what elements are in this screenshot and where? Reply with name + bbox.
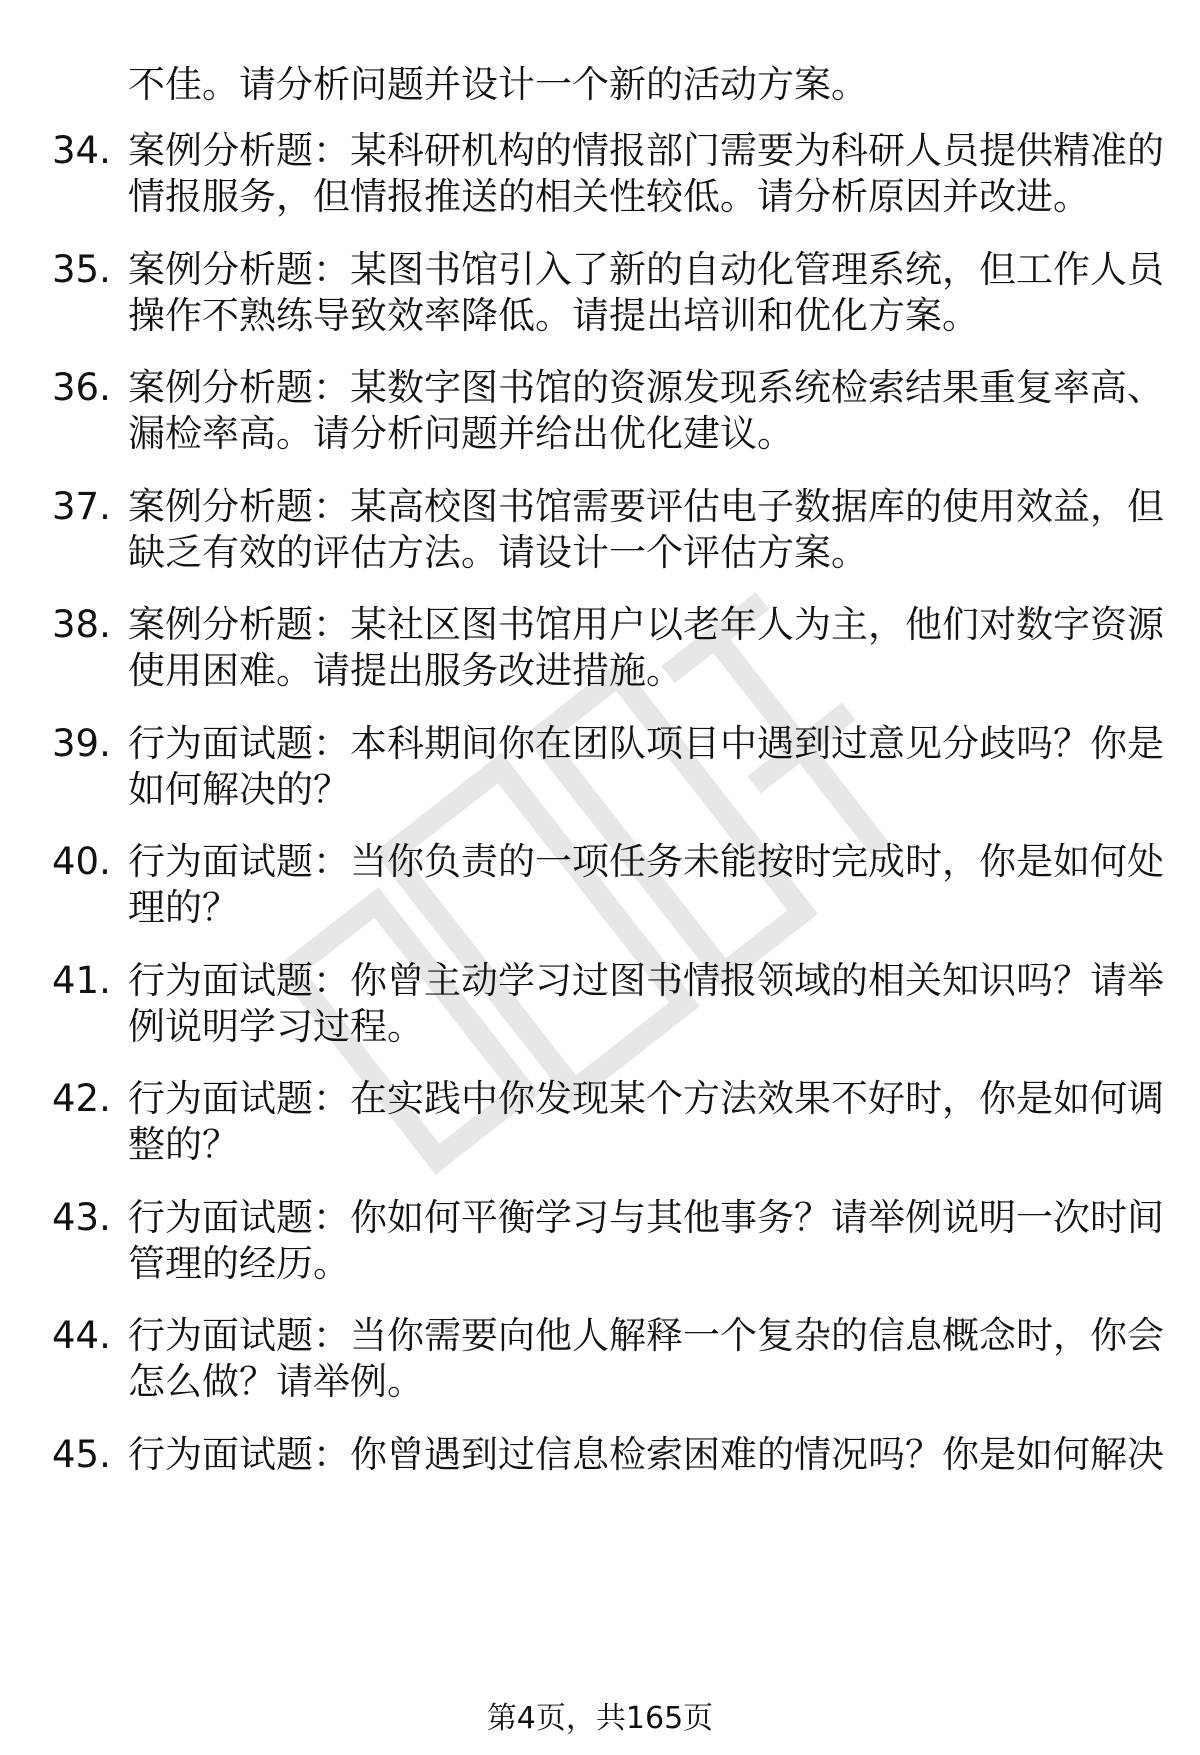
continuation-text: 不佳。请分析问题并设计一个新的活动方案。 [128,63,868,106]
question-text-line2: 整的？ [128,1123,239,1166]
question-number: 40. [52,840,111,883]
question-text-line1: 行为面试题：你曾主动学习过图书情报领域的相关知识吗？请举 [128,959,1164,1002]
question-text-line2: 操作不熟练导致效率降低。请提出培训和优化方案。 [128,294,979,337]
question-text-line1: 行为面试题：在实践中你发现某个方法效果不好时，你是如何调 [128,1077,1164,1120]
question-number: 44. [52,1314,111,1357]
question-text-line1: 行为面试题：你如何平衡学习与其他事务？请举例说明一次时间 [128,1196,1164,1239]
question-text-line1: 案例分析题：某图书馆引入了新的自动化管理系统，但工作人员 [128,248,1164,291]
page-footer: 第4页，共165页 [486,1701,714,1736]
question-text-line1: 案例分析题：某数字图书馆的资源发现系统检索结果重复率高、 [128,366,1164,409]
question-text-line2: 怎么做？请举例。 [128,1360,424,1403]
question-text-line1: 行为面试题：当你需要向他人解释一个复杂的信息概念时，你会 [128,1314,1164,1357]
question-text-line1: 案例分析题：某科研机构的情报部门需要为科研人员提供精准的 [128,129,1164,172]
question-number: 37. [52,485,111,528]
question-number: 39. [52,722,111,765]
question-text-line1: 行为面试题：本科期间你在团队项目中遇到过意见分歧吗？你是 [128,722,1164,765]
question-text-line2: 管理的经历。 [128,1242,350,1285]
question-number: 43. [52,1196,111,1239]
question-text-line2: 漏检率高。请分析问题并给出优化建议。 [128,412,794,455]
question-text-line2: 情报服务，但情报推送的相关性较低。请分析原因并改进。 [128,175,1090,218]
question-number: 42. [52,1077,111,1120]
question-text-line1: 案例分析题：某高校图书馆需要评估电子数据库的使用效益，但 [128,485,1164,528]
question-text-line2: 例说明学习过程。 [128,1005,424,1048]
question-number: 45. [52,1433,111,1476]
question-text-line2: 缺乏有效的评估方法。请设计一个评估方案。 [128,531,868,574]
question-text-line2: 理的？ [128,886,239,929]
question-text-line1: 案例分析题：某社区图书馆用户以老年人为主，他们对数字资源 [128,603,1164,646]
question-text-line2: 如何解决的？ [128,768,350,811]
question-number: 36. [52,366,111,409]
question-number: 38. [52,603,111,646]
question-text-line1: 行为面试题：你曾遇到过信息检索困难的情况吗？你是如何解决 [128,1433,1164,1476]
question-number: 41. [52,959,111,1002]
question-number: 35. [52,248,111,291]
question-text-line1: 行为面试题：当你负责的一项任务未能按时完成时，你是如何处 [128,840,1164,883]
question-number: 34. [52,129,111,172]
question-text-line2: 使用困难。请提出服务改进措施。 [128,649,683,692]
